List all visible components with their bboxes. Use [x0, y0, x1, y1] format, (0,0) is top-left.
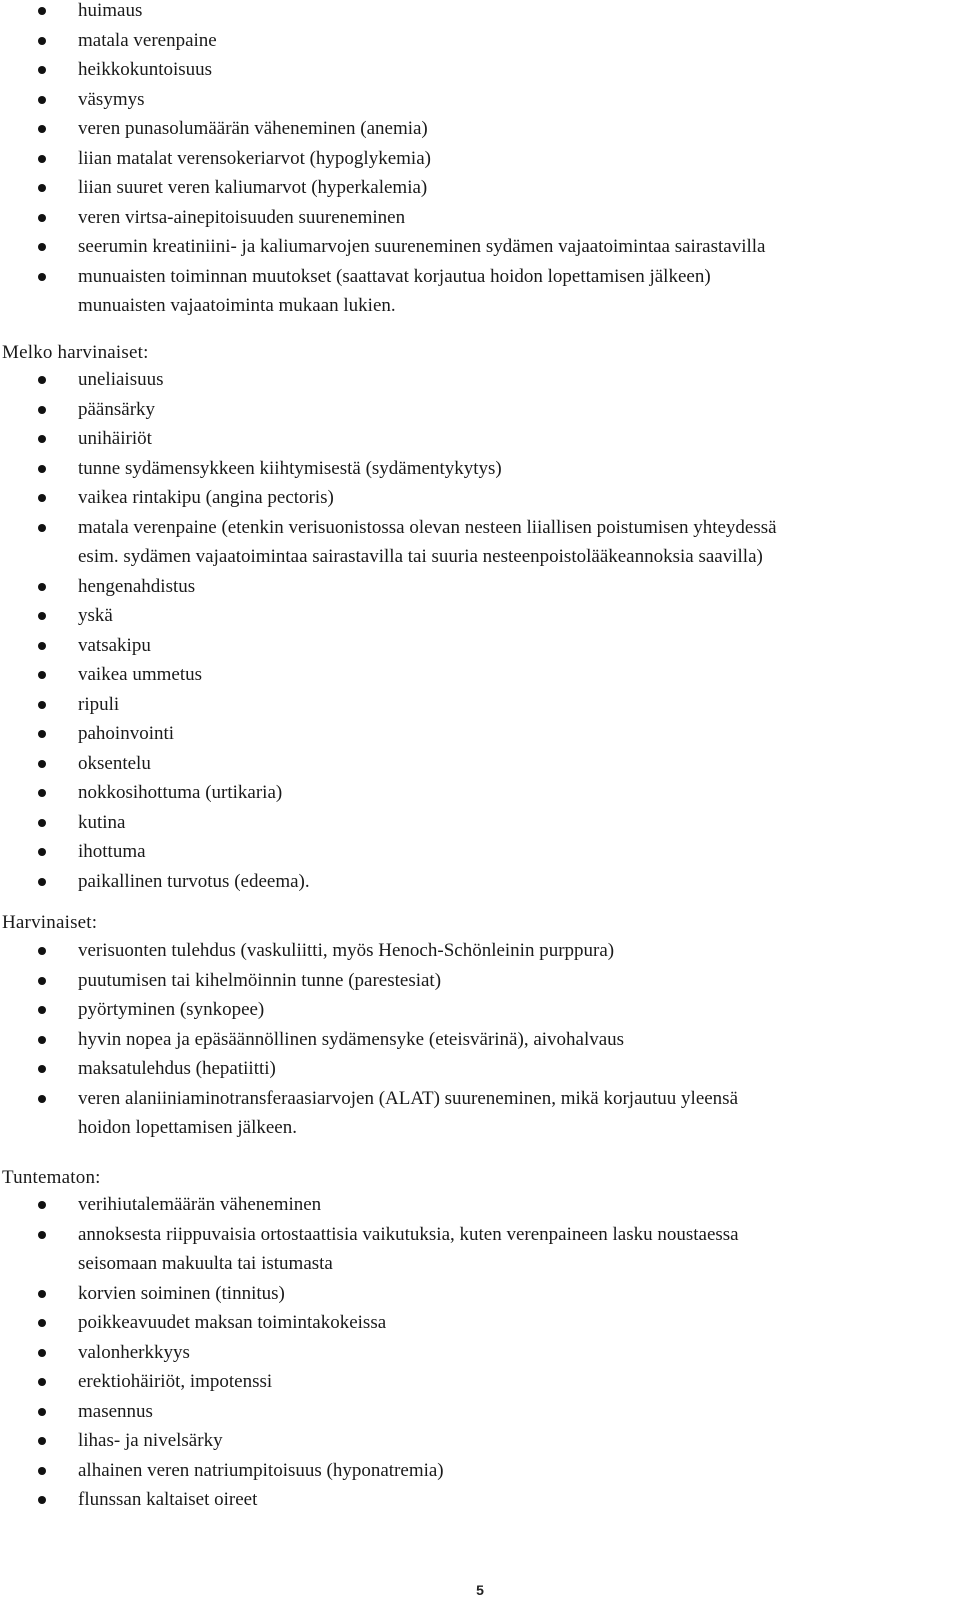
bullet-icon	[38, 1349, 46, 1357]
list-item	[0, 631, 960, 661]
bullet-icon	[38, 243, 46, 251]
list-item-text: yskä	[78, 605, 113, 626]
list-item-text: kutina	[78, 811, 126, 833]
list-item-text: seerumin kreatiniini- ja kaliumarvojen suureneminen sydämen vajaatoimintaa sairastavilla	[78, 236, 766, 257]
list-item	[0, 749, 960, 779]
list-item-text: seisomaan makuulta tai istumasta	[78, 1253, 333, 1274]
list-item	[0, 454, 960, 484]
list-item	[0, 572, 960, 602]
list-item-text: oksentelu	[78, 752, 151, 774]
list-item-text: puutumisen tai kihelmöinnin tunne (parestesiat)	[78, 969, 442, 991]
list-item-text: unihäiriöt	[78, 428, 152, 449]
bullet-icon	[38, 214, 46, 222]
bullet-icon	[38, 66, 46, 74]
list-item	[0, 173, 960, 203]
bullet-icon	[38, 671, 46, 679]
bullet-icon	[38, 494, 46, 502]
bullet-icon	[38, 760, 46, 768]
list-item-text: nokkosihottuma (urtikaria)	[78, 782, 283, 803]
bullet-icon	[38, 406, 46, 414]
list-item-text: heikkokuntoisuus	[78, 59, 213, 80]
bullet-icon	[38, 1065, 46, 1073]
list-item-text: verisuonten tulehdus (vaskuliitti, myös Henoch-Schönleinin purppura)	[78, 940, 615, 961]
list-item-text: liian matalat verensokeriarvot (hypoglykemia)	[78, 147, 431, 169]
bullet-icon	[38, 819, 46, 827]
bullet-icon	[38, 1095, 46, 1103]
list-item-text: veren punasolumäärän väheneminen (anemia)	[78, 118, 428, 139]
list-item-text: päänsärky	[78, 398, 156, 420]
bullet-icon	[38, 125, 46, 133]
list-item	[0, 1308, 960, 1338]
list-item	[0, 660, 960, 690]
list-item-text: hoidon lopettamisen jälkeen.	[78, 1117, 297, 1138]
bullet-icon	[38, 435, 46, 443]
list-item	[0, 1367, 960, 1397]
list-item-text: masennus	[78, 1400, 153, 1422]
list-item-text: paikallinen turvotus (edeema).	[78, 870, 310, 892]
list-item-text: huimaus	[78, 0, 143, 21]
bullet-icon	[38, 273, 46, 281]
bullet-icon	[38, 1006, 46, 1014]
list-item	[0, 867, 960, 897]
bullet-icon	[38, 1036, 46, 1044]
bullet-icon	[38, 612, 46, 620]
list-item-text: verihiutalemäärän väheneminen	[78, 1194, 322, 1215]
list-item	[0, 1397, 960, 1427]
list-item-text: pyörtyminen (synkopee)	[78, 999, 265, 1020]
list-item-text: erektiohäiriöt, impotenssi	[78, 1371, 273, 1392]
list-item-text: matala verenpaine (etenkin verisuonistossa olevan nesteen liiallisen poistumisen yhteydessä	[78, 516, 777, 538]
list-item	[0, 203, 960, 233]
list-item-text: flunssan kaltaiset oireet	[78, 1489, 258, 1510]
bullet-icon	[38, 1496, 46, 1504]
list-item-text: poikkeavuudet maksan toimintakokeissa	[78, 1312, 387, 1333]
list-item	[0, 601, 960, 631]
bullet-icon	[38, 789, 46, 797]
bullet-icon	[38, 1437, 46, 1445]
side-effects-list-rare	[0, 936, 960, 1143]
bullet-icon	[38, 465, 46, 473]
list-item-text: maksatulehdus (hepatiitti)	[78, 1058, 276, 1079]
bullet-icon	[38, 1231, 46, 1239]
bullet-icon	[38, 1378, 46, 1386]
list-item-text: veren alaniiniaminotransferaasiarvojen (ALAT) suureneminen, mikä korjautuu yleensä	[78, 1087, 739, 1109]
bullet-icon	[38, 524, 46, 532]
bullet-icon	[38, 947, 46, 955]
list-item-text: hengenahdistus	[78, 575, 196, 597]
list-item-text: ripuli	[78, 693, 120, 715]
list-item-text: esim. sydämen vajaatoimintaa sairastavilla tai suuria nesteenpoistolääkeannoksia saavilla)	[78, 546, 763, 567]
list-item	[0, 232, 960, 262]
list-item	[0, 144, 960, 174]
bullet-icon	[38, 184, 46, 192]
list-item	[0, 719, 960, 749]
list-item	[0, 1190, 960, 1220]
list-item	[0, 0, 960, 26]
list-item	[0, 513, 960, 572]
list-item	[0, 1054, 960, 1084]
side-effects-list-uncommon	[0, 365, 960, 896]
bullet-icon	[38, 848, 46, 856]
bullet-icon	[38, 96, 46, 104]
list-item-text: lihas- ja nivelsärky	[78, 1430, 223, 1451]
list-item-text: tunne sydämensykkeen kiihtymisestä (sydämentykytys)	[78, 457, 502, 479]
list-item-text: liian suuret veren kaliumarvot (hyperkalemia)	[78, 177, 428, 198]
list-item-text: munuaisten toiminnan muutokset (saattavat korjautua hoidon lopettamisen jälkeen)	[78, 265, 711, 287]
list-item-text: vaikea ummetus	[78, 664, 202, 685]
list-item-text: ihottuma	[78, 841, 146, 862]
bullet-icon	[38, 376, 46, 384]
list-item-text: uneliaisuus	[78, 369, 164, 390]
list-item-text: annoksesta riippuvaisia ortostaattisia vaikutuksia, kuten verenpaineen lasku noustaessa	[78, 1223, 739, 1245]
bullet-icon	[38, 155, 46, 163]
list-item-text: vaikea rintakipu (angina pectoris)	[78, 487, 334, 508]
side-effects-list-common	[0, 0, 960, 321]
list-item	[0, 483, 960, 513]
list-item	[0, 808, 960, 838]
list-item	[0, 26, 960, 56]
bullet-icon	[38, 7, 46, 15]
section-heading-unknown: Tuntematon:	[2, 1167, 101, 1188]
list-item	[0, 1084, 960, 1143]
list-item	[0, 966, 960, 996]
bullet-icon	[38, 701, 46, 709]
list-item	[0, 995, 960, 1025]
list-item	[0, 114, 960, 144]
list-item-text: vatsakipu	[78, 634, 151, 656]
list-item	[0, 1426, 960, 1456]
list-item-text: munuaisten vajaatoiminta mukaan lukien.	[78, 295, 396, 316]
list-item-text: valonherkkyys	[78, 1341, 190, 1363]
list-item	[0, 85, 960, 115]
page-number: 5	[476, 1582, 484, 1598]
list-item-text: alhainen veren natriumpitoisuus (hyponatremia)	[78, 1459, 444, 1481]
bullet-icon	[38, 1290, 46, 1298]
section-heading-uncommon: Melko harvinaiset:	[2, 342, 149, 363]
bullet-icon	[38, 583, 46, 591]
list-item	[0, 1279, 960, 1309]
list-item-text: pahoinvointi	[78, 723, 175, 744]
bullet-icon	[38, 1408, 46, 1416]
bullet-icon	[38, 1467, 46, 1475]
list-item	[0, 262, 960, 321]
list-item	[0, 837, 960, 867]
side-effects-list-unknown	[0, 1190, 960, 1515]
list-item	[0, 1338, 960, 1368]
bullet-icon	[38, 642, 46, 650]
list-item	[0, 1220, 960, 1279]
list-item-text: hyvin nopea ja epäsäännöllinen sydämensyke (eteisvärinä), aivohalvaus	[78, 1028, 625, 1050]
list-item	[0, 1485, 960, 1515]
list-item-text: veren virtsa-ainepitoisuuden suureneminen	[78, 206, 406, 228]
bullet-icon	[38, 977, 46, 985]
list-item	[0, 55, 960, 85]
list-item	[0, 936, 960, 966]
list-item	[0, 424, 960, 454]
bullet-icon	[38, 730, 46, 738]
list-item	[0, 1025, 960, 1055]
list-item	[0, 395, 960, 425]
list-item-text: korvien soiminen (tinnitus)	[78, 1282, 285, 1304]
list-item	[0, 690, 960, 720]
list-item	[0, 778, 960, 808]
list-item	[0, 365, 960, 395]
bullet-icon	[38, 37, 46, 45]
bullet-icon	[38, 878, 46, 886]
bullet-icon	[38, 1319, 46, 1327]
list-item-text: matala verenpaine	[78, 29, 217, 51]
section-heading-rare: Harvinaiset:	[2, 912, 98, 933]
list-item	[0, 1456, 960, 1486]
bullet-icon	[38, 1201, 46, 1209]
list-item-text: väsymys	[78, 88, 145, 110]
